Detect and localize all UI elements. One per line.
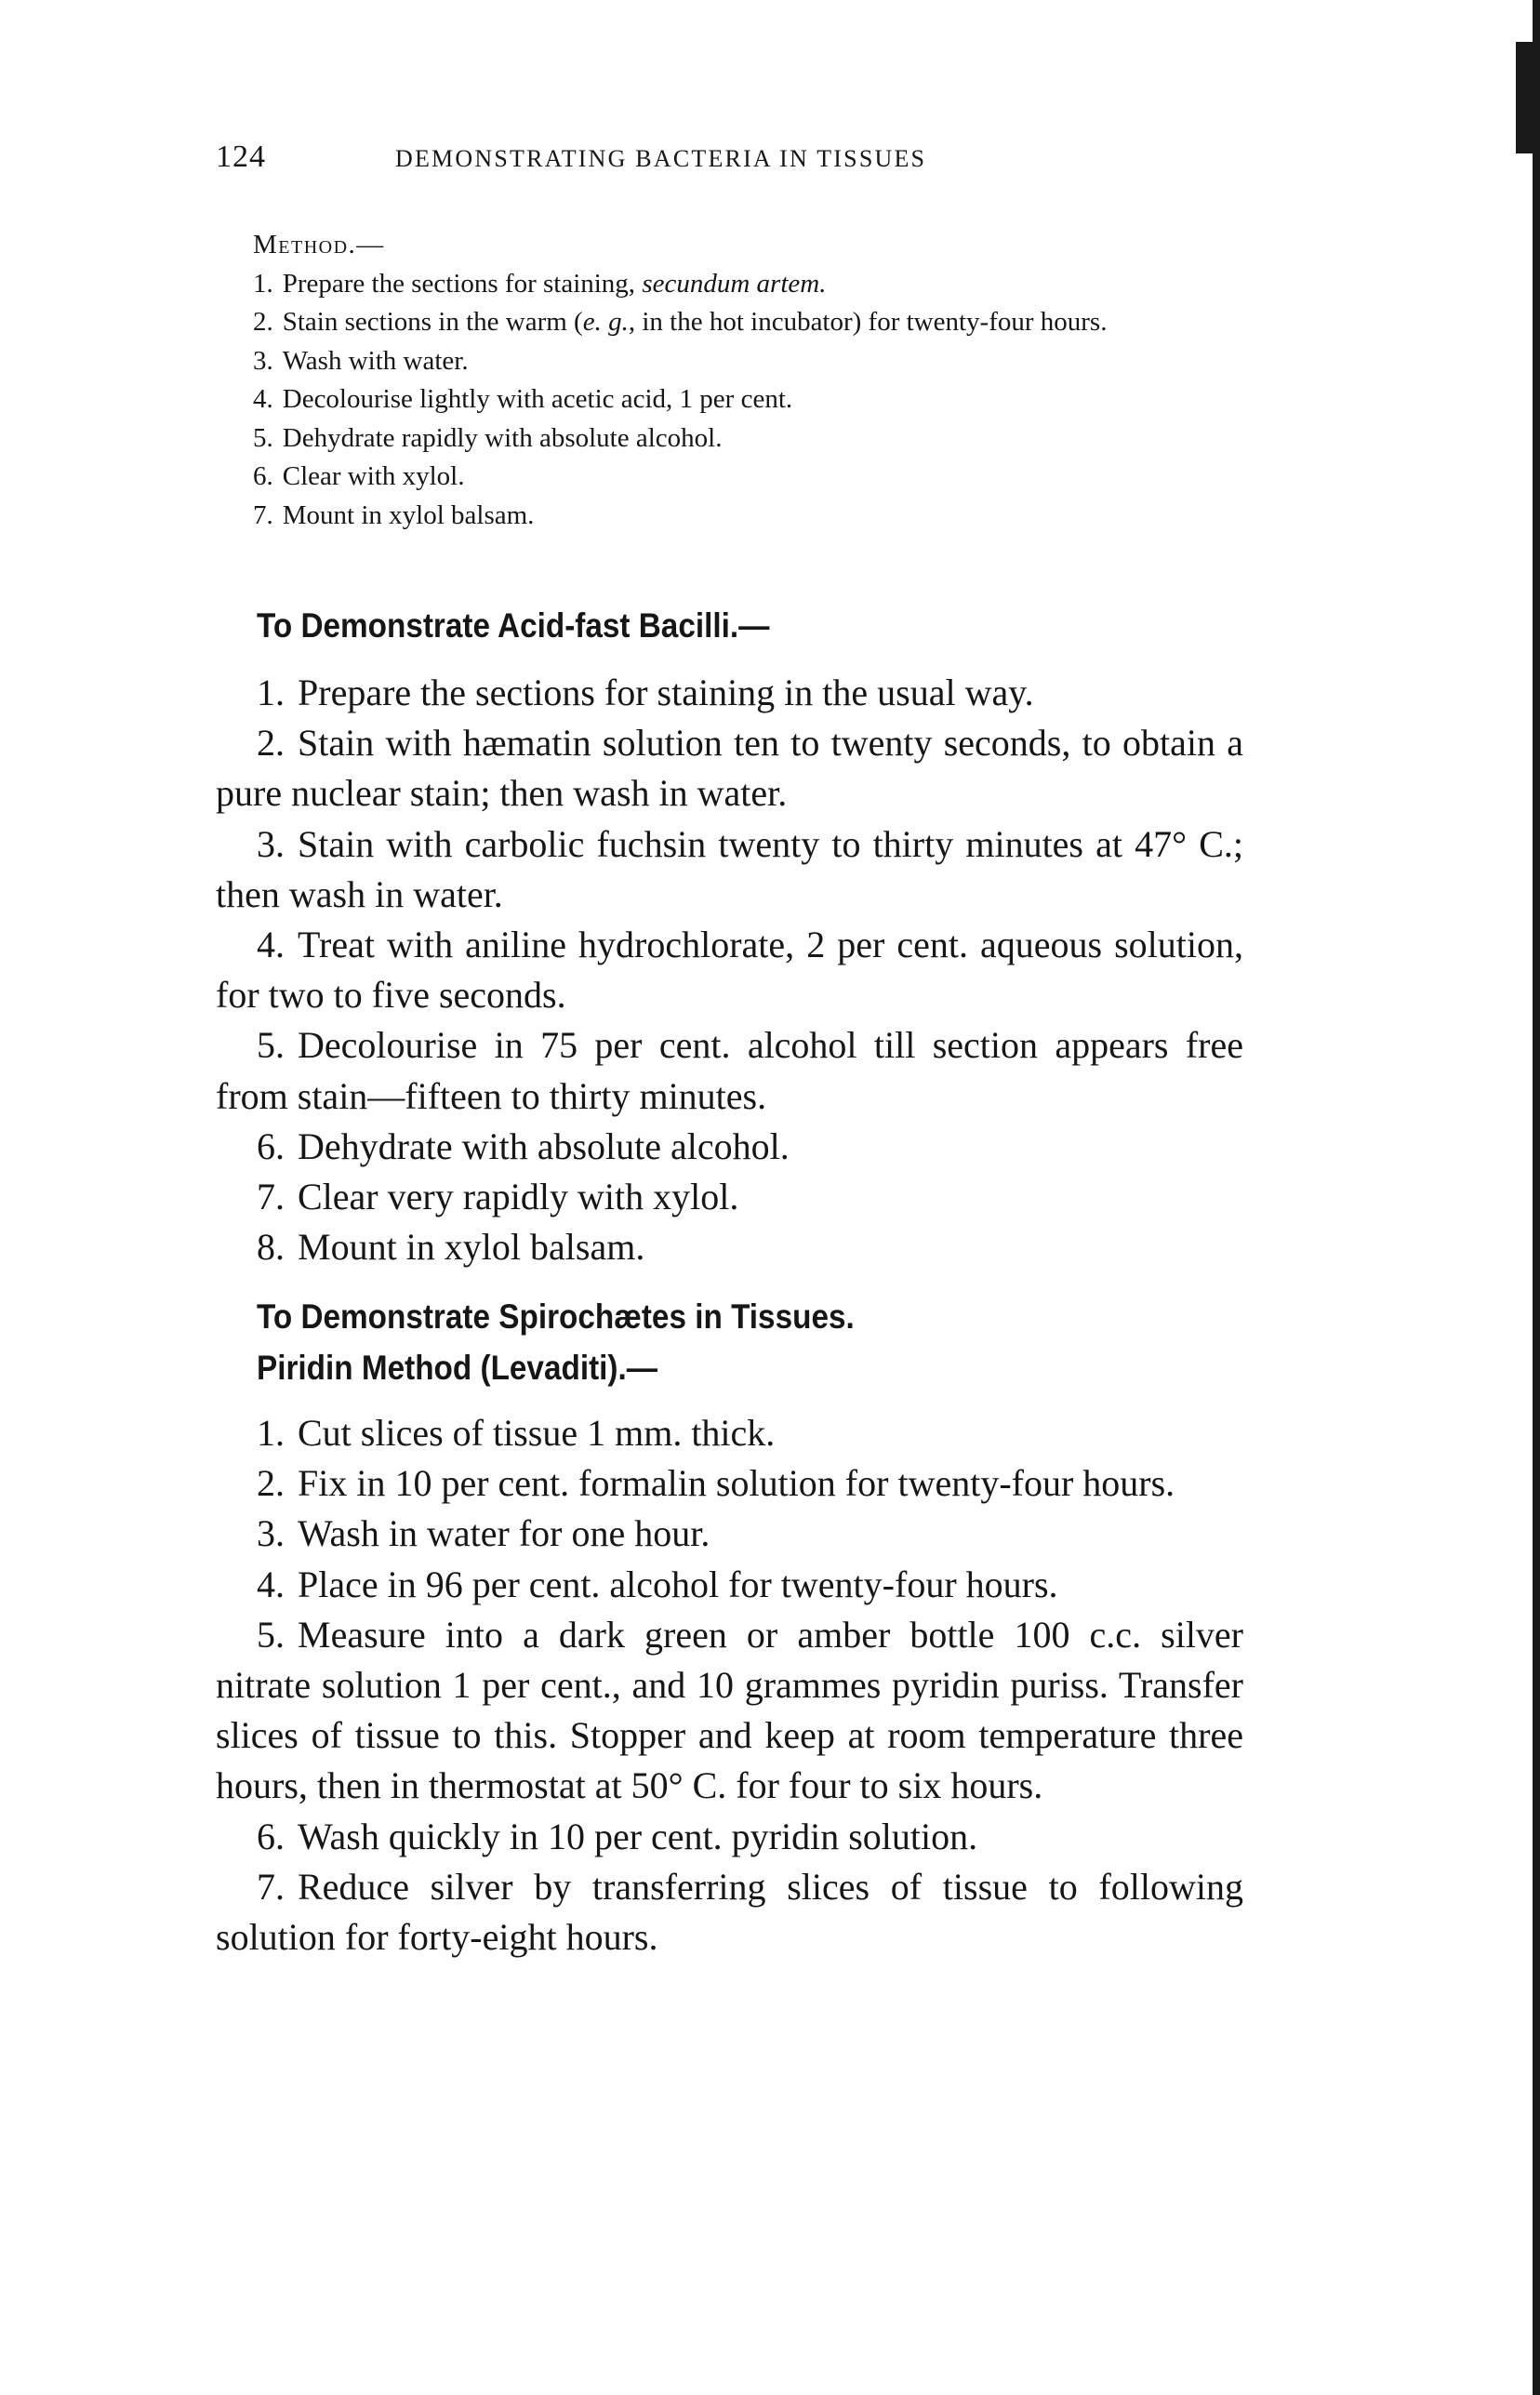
spirochaetes-step: 2. Fix in 10 per cent. formalin solution for twenty-four hours. (257, 1462, 1175, 1505)
spirochaetes-heading: To Demonstrate Spirochætes in Tissues. (257, 1297, 855, 1336)
acid-fast-step: 7. Clear very rapidly with xylol. (257, 1176, 739, 1218)
spirochaetes-step: 1. Cut slices of tissue 1 mm. thick. (257, 1412, 776, 1454)
acid-fast-step: 5. Decolourise in 75 per cent. alcohol till section appears free from stain—fifteen to thirty minutes. (216, 1024, 1243, 1117)
spirochaetes-step: 5. Measure into a dark green or amber bottle 100 c.c. silver nitrate solution 1 per cent., and 10 grammes pyridin puriss. Transfer slices of tissue to this. Stopper and keep at room temperature three hours, then in thermostat at 50° C. for four to six hours. (216, 1613, 1243, 1807)
page-edge-notch (1516, 42, 1540, 153)
spirochaetes-steps (216, 1408, 1243, 1963)
method-step: 5. Dehydrate rapidly with absolute alcohol. (253, 422, 723, 453)
spirochaetes-step: 3. Wash in water for one hour. (257, 1512, 710, 1555)
levaditi-method-heading: Piridin Method (Levaditi).— (257, 1349, 658, 1387)
method-step: 1. Prepare the sections for staining, secundum artem. (253, 268, 827, 299)
acid-fast-heading: To Demonstrate Acid-fast Bacilli.— (257, 606, 770, 645)
acid-fast-step: 6. Dehydrate with absolute alcohol. (257, 1124, 790, 1167)
acid-fast-step: 8. Mount in xylol balsam. (257, 1226, 645, 1269)
method-section (216, 226, 1243, 535)
method-step: 4. Decolourise lightly with acetic acid, 1 per cent. (253, 384, 793, 414)
acid-fast-step: 2. Stain with hæmatin solution ten to twenty seconds, to obtain a pure nuclear stain; then wash in water. (216, 722, 1243, 815)
running-title: DEMONSTRATING BACTERIA IN TISSUES (395, 145, 927, 172)
page-number: 124 (216, 140, 266, 174)
acid-fast-step: 3. Stain with carbolic fuchsin twenty to thirty minutes at 47° C.; then wash in water. (216, 822, 1243, 915)
spirochaetes-step: 4. Place in 96 per cent. alcohol for twenty-four hours. (257, 1563, 1058, 1605)
acid-fast-step: 1. Prepare the sections for staining in the usual way. (257, 672, 1034, 713)
method-step: 7. Mount in xylol balsam. (253, 499, 535, 530)
acid-fast-step: 4. Treat with aniline hydrochlorate, 2 per cent. aqueous solution, for two to five seconds. (216, 924, 1243, 1017)
spirochaetes-step: 6. Wash quickly in 10 per cent. pyridin solution. (257, 1815, 978, 1857)
method-step: 2. Stain sections in the warm (e. g., in the hot incubator) for twenty-four hours. (253, 307, 1108, 337)
method-heading: Method.— (253, 230, 385, 259)
method-step: 3. Wash with water. (253, 345, 469, 376)
acid-fast-steps (216, 668, 1243, 1272)
page-edge-shadow (1533, 0, 1540, 2395)
running-head (216, 140, 1243, 186)
spirochaetes-step: 7. Reduce silver by transferring slices of tissue to following solution for forty-eight hours. (216, 1865, 1243, 1959)
method-step: 6. Clear with xylol. (253, 461, 465, 491)
